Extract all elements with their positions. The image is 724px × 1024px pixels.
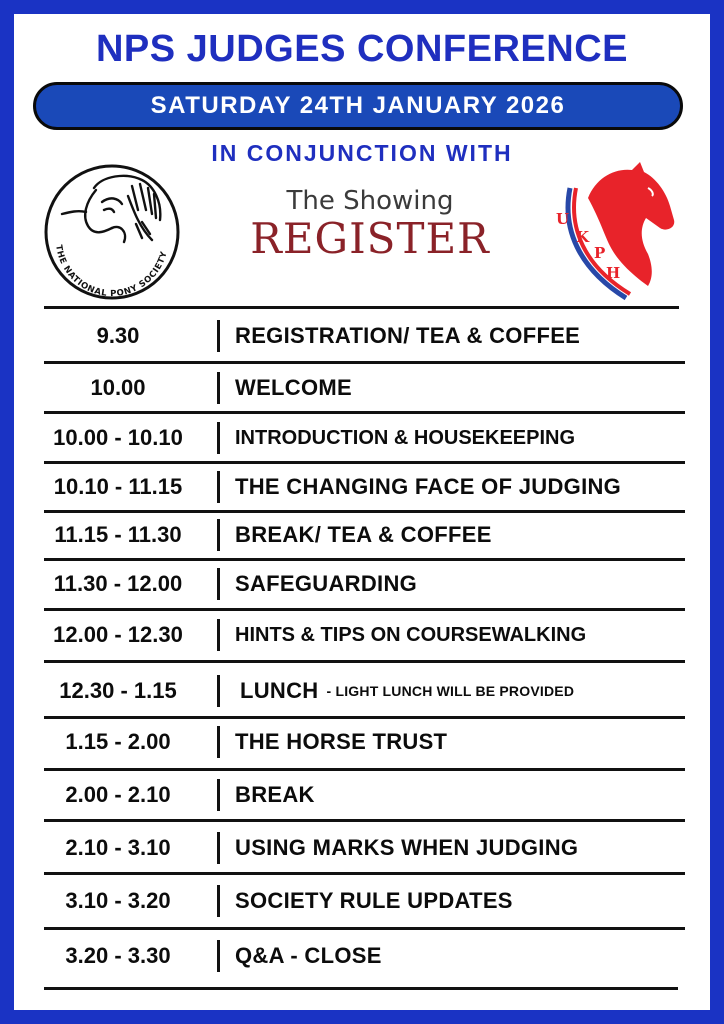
schedule-row <box>0 413 724 463</box>
schedule-row <box>0 717 724 767</box>
schedule-time: 11.15 - 11.30 <box>54 522 182 547</box>
schedule-time: 10.00 <box>90 375 146 400</box>
conjunction-heading: IN CONJUNCTION WITH <box>211 140 513 166</box>
schedule-time: 10.10 - 11.15 <box>53 474 183 499</box>
schedule-row <box>0 462 724 512</box>
schedule-time: 3.20 - 3.30 <box>65 943 171 968</box>
schedule-time: 11.30 - 12.00 <box>53 571 183 596</box>
schedule-activity: Q&A - CLOSE <box>235 943 382 968</box>
column-separator <box>217 422 220 454</box>
schedule-time: 3.10 - 3.20 <box>65 888 171 913</box>
column-separator <box>217 519 220 551</box>
showing-register-line2: REGISTER <box>250 214 490 263</box>
schedule-row <box>0 931 724 981</box>
schedule-time: 2.00 - 2.10 <box>65 782 171 807</box>
schedule-activity: THE HORSE TRUST <box>235 729 448 754</box>
schedule-time: 12.30 - 1.15 <box>59 678 177 703</box>
column-separator <box>217 832 220 864</box>
schedule-activity: BREAK <box>235 782 315 807</box>
schedule-activity: HINTS & TIPS ON COURSEWALKING <box>235 623 587 646</box>
showing-register-line1: The Showing <box>286 186 454 216</box>
schedule-activity: USING MARKS WHEN JUDGING <box>235 835 579 860</box>
row-divider <box>44 819 685 822</box>
row-divider <box>44 660 685 663</box>
row-divider <box>44 927 685 930</box>
ukph-letter-u: U <box>556 210 570 228</box>
ukph-letter-h: H <box>606 264 621 282</box>
schedule-row <box>0 876 724 926</box>
schedule-time: 9.30 <box>96 323 140 348</box>
schedule-time: 2.10 - 3.10 <box>65 835 171 860</box>
schedule-activity: REGISTRATION/ TEA & COFFEE <box>235 323 581 348</box>
schedule-row <box>0 770 724 820</box>
schedule-row <box>0 559 724 609</box>
nps-logo-text: THE NATIONAL PONY SOCIETY <box>53 244 170 300</box>
schedule-row <box>0 363 724 413</box>
schedule-activity: SOCIETY RULE UPDATES <box>235 888 513 913</box>
divider-bottom <box>44 987 678 990</box>
schedule-activity-lunch <box>240 666 704 716</box>
column-separator <box>217 619 220 651</box>
schedule-time: 12.00 - 12.30 <box>53 622 183 647</box>
lunch-note: - LIGHT LUNCH WILL BE PROVIDED <box>326 683 575 699</box>
schedule-time: 1.15 - 2.00 <box>65 729 171 754</box>
row-divider <box>44 872 685 875</box>
schedule-row <box>0 666 724 716</box>
column-separator <box>217 568 220 600</box>
column-separator <box>217 779 220 811</box>
schedule-row <box>0 311 724 361</box>
schedule-row <box>0 610 724 660</box>
date-text: SATURDAY 24TH JANUARY 2026 <box>150 92 566 119</box>
divider-top <box>44 306 679 309</box>
schedule-activity: THE CHANGING FACE OF JUDGING <box>235 474 622 499</box>
schedule-activity: WELCOME <box>235 375 352 400</box>
schedule-activity: BREAK/ TEA & COFFEE <box>235 522 492 547</box>
schedule-activity: INTRODUCTION & HOUSEKEEPING <box>235 426 576 449</box>
schedule-row <box>0 823 724 873</box>
schedule-activity: LUNCH <box>240 678 319 703</box>
column-separator <box>217 320 220 352</box>
schedule-row <box>0 510 724 560</box>
column-separator <box>217 471 220 503</box>
column-separator <box>217 675 220 707</box>
ukph-letter-k: K <box>576 228 590 246</box>
column-separator <box>217 885 220 917</box>
column-separator <box>217 372 220 404</box>
column-separator <box>217 940 220 972</box>
schedule-activity: SAFEGUARDING <box>235 571 418 596</box>
ukph-letter-p: P <box>594 244 606 262</box>
column-separator <box>217 726 220 758</box>
schedule-time: 10.00 - 10.10 <box>53 425 183 450</box>
page-title: NPS JUDGES CONFERENCE <box>95 28 629 70</box>
